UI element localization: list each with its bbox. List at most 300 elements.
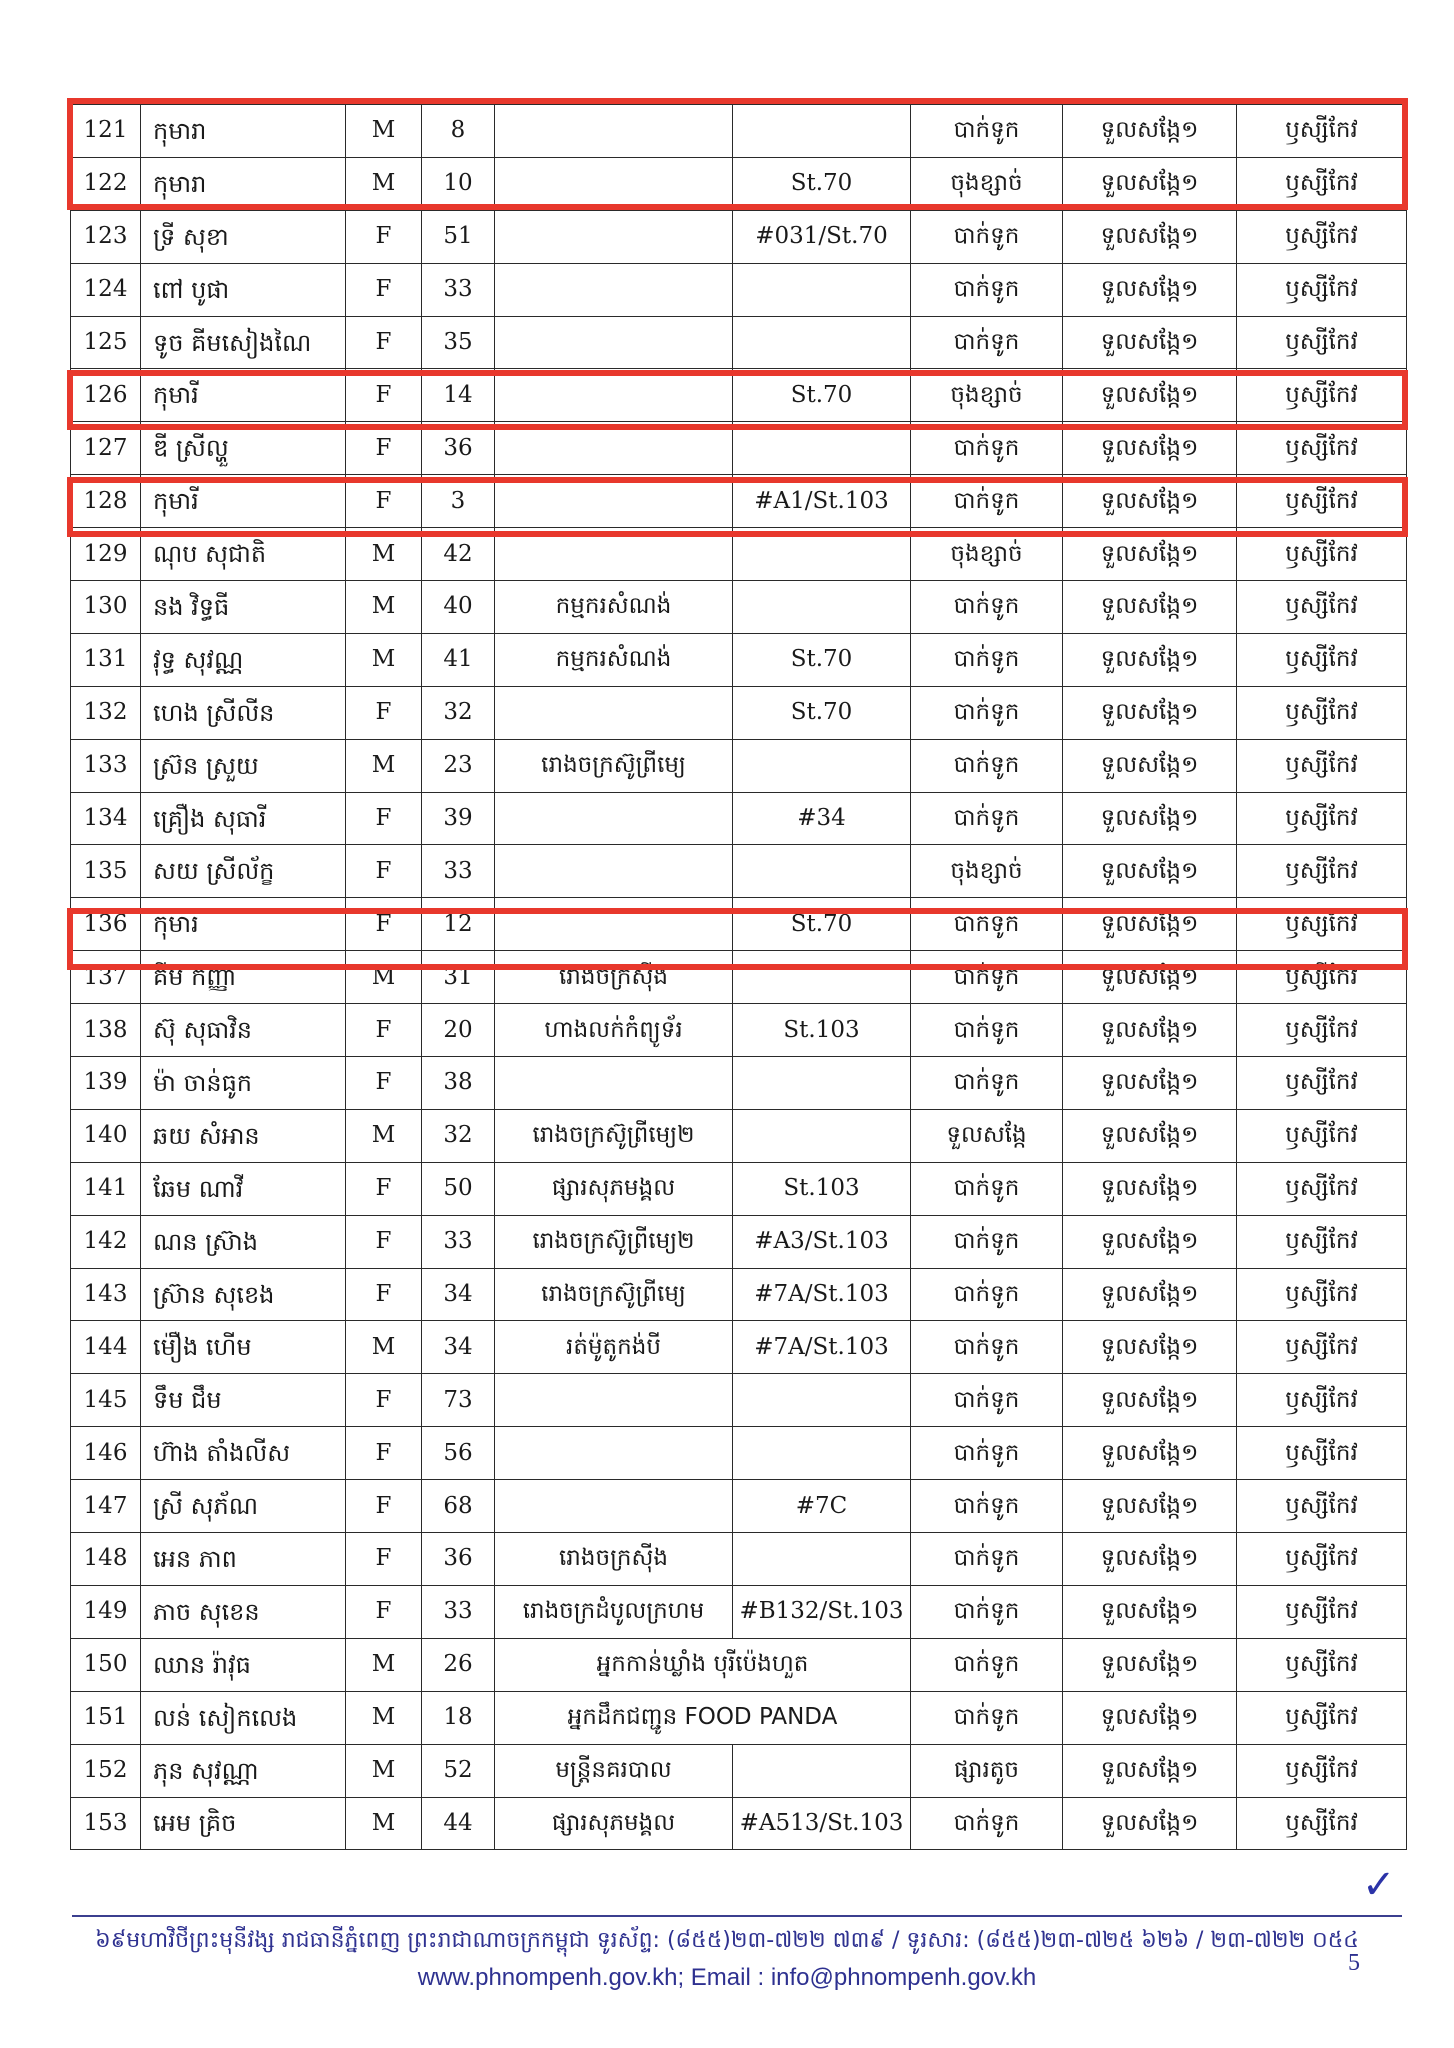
cell-number: 147 [71,1480,141,1533]
table-row [71,951,1407,1004]
cell-district: ឫស្សីកែវ [1237,369,1407,422]
cell-occupation [495,157,733,210]
cell-age: 26 [422,1638,495,1691]
cell-age: 68 [422,1480,495,1533]
footer-address-line: ៦៩មហាវិថីព្រះមុនីវង្ស រាជធានីភ្នំពេញ ព្រះរាជាណាចក្រកម្ពុជា ទូរស័ព្ទ: (៨៥៥)២៣-៧២២ ៧៣៩ / ទូរសារ: (៨៥៥)២៣-៧២៥ ៦២៦ / ២៣-៧២២ ០៥៤ [95,1928,1359,1953]
cell-address [733,739,911,792]
cell-occupation [495,898,733,951]
table-row [71,210,1407,263]
cell-number: 123 [71,210,141,263]
cell-number: 140 [71,1109,141,1162]
cell-age: 8 [422,105,495,158]
cell-commune: ទួលសង្កែ១ [1063,263,1237,316]
cell-sex: F [346,1533,422,1586]
cell-name: ឈាន រ៉ាវុធ [141,1638,346,1691]
cell-address: #34 [733,792,911,845]
cell-age: 51 [422,210,495,263]
cell-commune: ទួលសង្កែ១ [1063,951,1237,1004]
cell-district: ឫស្សីកែវ [1237,1321,1407,1374]
cell-commune: ទួលសង្កែ១ [1063,898,1237,951]
cell-name: កុមារី [141,898,346,951]
cell-address [733,1744,911,1797]
cell-number: 141 [71,1162,141,1215]
cell-commune: ទួលសង្កែ១ [1063,1109,1237,1162]
cell-name: កុមារី [141,475,346,528]
cell-number: 130 [71,581,141,634]
cell-village: ចុងខ្សាច់ [911,528,1063,581]
cell-occupation: រោងចក្រស៊ូព្រីម្យេ [495,739,733,792]
cell-commune: ទួលសង្កែ១ [1063,1215,1237,1268]
table-row [71,1638,1407,1691]
cell-district: ឫស្សីកែវ [1237,105,1407,158]
cell-commune: ទួលសង្កែ១ [1063,739,1237,792]
cell-number: 131 [71,633,141,686]
cell-age: 35 [422,316,495,369]
cell-village: បាក់ទូក [911,105,1063,158]
cell-name: លន់ សៀកលេង [141,1691,346,1744]
cell-occupation [495,316,733,369]
table-row [71,1004,1407,1057]
cell-district: ឫស្សីកែវ [1237,263,1407,316]
cell-sex: F [346,792,422,845]
cell-sex: F [346,1585,422,1638]
cell-commune: ទួលសង្កែ១ [1063,1585,1237,1638]
cell-village: បាក់ទូក [911,1533,1063,1586]
cell-name: ណុប សុជាតិ [141,528,346,581]
table-row [71,1585,1407,1638]
cell-village: បាក់ទូក [911,422,1063,475]
cell-age: 44 [422,1797,495,1850]
cell-village: ផ្សារតូច [911,1744,1063,1797]
cell-name: កុមារា [141,105,346,158]
cell-number: 134 [71,792,141,845]
cell-sex: M [346,581,422,634]
cell-sex: M [346,105,422,158]
cell-sex: F [346,1480,422,1533]
cell-village: បាក់ទូក [911,210,1063,263]
cell-address: #A3/St.103 [733,1215,911,1268]
cell-sex: M [346,739,422,792]
cell-number: 139 [71,1057,141,1110]
cell-number: 122 [71,157,141,210]
table-row [71,1427,1407,1480]
cell-commune: ទួលសង្កែ១ [1063,1533,1237,1586]
cell-name: អេម គ្រិច [141,1797,346,1850]
table-row [71,369,1407,422]
cell-village: ចុងខ្សាច់ [911,369,1063,422]
cell-district: ឫស្សីកែវ [1237,686,1407,739]
cell-district: ឫស្សីកែវ [1237,898,1407,951]
cell-age: 39 [422,792,495,845]
cell-sex: M [346,633,422,686]
cell-occupation: រោងចក្រស៊ូព្រីម្យេ២ [495,1109,733,1162]
cell-commune: ទួលសង្កែ១ [1063,157,1237,210]
cell-address [733,528,911,581]
cell-occupation [495,528,733,581]
cell-number: 146 [71,1427,141,1480]
cell-address: St.70 [733,898,911,951]
cell-age: 31 [422,951,495,1004]
cell-number: 144 [71,1321,141,1374]
cell-district: ឫស្សីកែវ [1237,633,1407,686]
cell-address [733,105,911,158]
cell-name: កុមារី [141,369,346,422]
cell-age: 50 [422,1162,495,1215]
table-row [71,739,1407,792]
cell-number: 150 [71,1638,141,1691]
cell-sex: M [346,1638,422,1691]
table-row [71,105,1407,158]
cell-commune: ទួលសង្កែ១ [1063,316,1237,369]
cell-name: ម៉ឿង ហើម [141,1321,346,1374]
cell-district: ឫស្សីកែវ [1237,528,1407,581]
cell-address [733,316,911,369]
cell-district: ឫស្សីកែវ [1237,1057,1407,1110]
cell-commune: ទួលសង្កែ១ [1063,1797,1237,1850]
cell-village: បាក់ទូក [911,1427,1063,1480]
cell-address: #7C [733,1480,911,1533]
cell-age: 52 [422,1744,495,1797]
cell-number: 148 [71,1533,141,1586]
cell-number: 125 [71,316,141,369]
cell-name: ទឹម ជឹម [141,1374,346,1427]
cell-district: ឫស្សីកែវ [1237,1744,1407,1797]
cell-sex: F [346,1268,422,1321]
cell-village: ចុងខ្សាច់ [911,157,1063,210]
cell-number: 152 [71,1744,141,1797]
cell-commune: ទួលសង្កែ១ [1063,210,1237,263]
cell-number: 127 [71,422,141,475]
cell-name: ទ្រី សុខា [141,210,346,263]
cell-sex: M [346,1321,422,1374]
cell-village: បាក់ទូក [911,475,1063,528]
cell-occupation: មន្ត្រីនគរបាល [495,1744,733,1797]
cell-village: បាក់ទូក [911,898,1063,951]
cell-village: បាក់ទូក [911,951,1063,1004]
cell-district: ឫស្សីកែវ [1237,845,1407,898]
cell-commune: ទួលសង្កែ១ [1063,581,1237,634]
cell-village: បាក់ទូក [911,1585,1063,1638]
cell-occupation: កម្មករសំណង់ [495,581,733,634]
cell-address: #031/St.70 [733,210,911,263]
cell-occupation [495,792,733,845]
cell-commune: ទួលសង្កែ១ [1063,369,1237,422]
cell-address [733,1533,911,1586]
cell-village: បាក់ទូក [911,1162,1063,1215]
cell-commune: ទួលសង្កែ១ [1063,105,1237,158]
cell-district: ឫស្សីកែវ [1237,1797,1407,1850]
cell-age: 40 [422,581,495,634]
cell-address: #7A/St.103 [733,1321,911,1374]
cell-occupation [495,1427,733,1480]
cell-village: បាក់ទូក [911,739,1063,792]
cell-commune: ទួលសង្កែ១ [1063,1691,1237,1744]
footer-divider [72,1915,1402,1917]
cell-village: បាក់ទូក [911,263,1063,316]
cell-age: 73 [422,1374,495,1427]
cell-address [733,845,911,898]
cell-age: 23 [422,739,495,792]
cell-name: ស្រ៊ាន សុខេង [141,1268,346,1321]
footer-web-line: www.phnompenh.gov.kh; Email : info@phnompenh.gov.kh [417,1964,1037,1991]
cell-number: 129 [71,528,141,581]
cell-commune: ទួលសង្កែ១ [1063,633,1237,686]
cell-occupation [495,1480,733,1533]
cell-commune: ទួលសង្កែ១ [1063,1744,1237,1797]
cell-sex: F [346,1162,422,1215]
cell-age: 18 [422,1691,495,1744]
cell-village: បាក់ទូក [911,1480,1063,1533]
cell-village: បាក់ទូក [911,1638,1063,1691]
cell-number: 133 [71,739,141,792]
cell-district: ឫស្សីកែវ [1237,316,1407,369]
cell-sex: F [346,1004,422,1057]
table-row [71,1480,1407,1533]
cell-occupation: រោងចក្រស៊ីង [495,951,733,1004]
cell-commune: ទួលសង្កែ១ [1063,475,1237,528]
cell-number: 126 [71,369,141,422]
cell-village: បាក់ទូក [911,316,1063,369]
cell-occupation [495,1374,733,1427]
cell-occupation: ផ្សារសុភមង្គល [495,1162,733,1215]
cell-address: St.103 [733,1004,911,1057]
cell-occupation: រត់ម៉ូតូកង់បី [495,1321,733,1374]
cell-sex: F [346,1215,422,1268]
table-row [71,316,1407,369]
cell-age: 34 [422,1321,495,1374]
cell-name: ម៉ា ចាន់ធូក [141,1057,346,1110]
cell-district: ឫស្សីកែវ [1237,1215,1407,1268]
cell-district: ឫស្សីកែវ [1237,1427,1407,1480]
cell-commune: ទួលសង្កែ១ [1063,1004,1237,1057]
cell-number: 142 [71,1215,141,1268]
cell-name: ស្រី សុភ័ណ [141,1480,346,1533]
cell-sex: M [346,157,422,210]
cell-district: ឫស្សីកែវ [1237,1162,1407,1215]
cell-number: 153 [71,1797,141,1850]
cell-address [733,1427,911,1480]
table-row [71,475,1407,528]
cell-age: 33 [422,1215,495,1268]
cell-district: ឫស្សីកែវ [1237,210,1407,263]
cell-name: ទូច គីមសៀងណៃ [141,316,346,369]
cell-age: 10 [422,157,495,210]
table-row [71,1691,1407,1744]
cell-district: ឫស្សីកែវ [1237,1109,1407,1162]
cell-sex: F [346,369,422,422]
cell-district: ឫស្សីកែវ [1237,1268,1407,1321]
cell-district: ឫស្សីកែវ [1237,422,1407,475]
cell-name: ស៊ុ សុធាវិន [141,1004,346,1057]
cell-village: បាក់ទូក [911,686,1063,739]
cell-commune: ទួលសង្កែ១ [1063,686,1237,739]
cell-address: St.70 [733,633,911,686]
cell-name: សយ ស្រីល័ក្ខ [141,845,346,898]
cell-village: បាក់ទូក [911,1691,1063,1744]
cell-sex: M [346,1691,422,1744]
cell-sex: F [346,1374,422,1427]
cell-age: 36 [422,1533,495,1586]
cell-address [733,581,911,634]
cell-number: 149 [71,1585,141,1638]
cell-number: 121 [71,105,141,158]
cell-number: 138 [71,1004,141,1057]
cell-occupation [495,686,733,739]
cell-address: #A1/St.103 [733,475,911,528]
cell-village: បាក់ទូក [911,1797,1063,1850]
cell-commune: ទួលសង្កែ១ [1063,1321,1237,1374]
check-mark-icon: ✓ [1362,1862,1396,1908]
cell-village: បាក់ទូក [911,1321,1063,1374]
cell-village: បាក់ទូក [911,1268,1063,1321]
cell-village: ទួលសង្កែ [911,1109,1063,1162]
cell-address: St.70 [733,157,911,210]
cell-occupation: រោងចក្រស៊ីង [495,1533,733,1586]
cell-name: ភុន សុវណ្ណា [141,1744,346,1797]
cell-age: 14 [422,369,495,422]
cell-address: St.103 [733,1162,911,1215]
cell-district: ឫស្សីកែវ [1237,792,1407,845]
cell-village: បាក់ទូក [911,1057,1063,1110]
table-row [71,1268,1407,1321]
cell-village: បាក់ទូក [911,792,1063,845]
cell-address [733,1374,911,1427]
page-number: 5 [1348,1950,1360,1976]
cell-district: ឫស្សីកែវ [1237,1374,1407,1427]
cell-occupation [495,263,733,316]
table-row [71,1057,1407,1110]
cell-name: ស្រ៊ន ស្រួយ [141,739,346,792]
cell-age: 38 [422,1057,495,1110]
cell-number: 151 [71,1691,141,1744]
cell-occupation [495,475,733,528]
cell-occupation: រោងចក្រដំបូលក្រហម [495,1585,733,1638]
cell-occupation [495,1057,733,1110]
cell-name: ឆយ សំអាន [141,1109,346,1162]
cell-district: ឫស្សីកែវ [1237,581,1407,634]
cell-name: កុមារា [141,157,346,210]
cell-district: ឫស្សីកែវ [1237,951,1407,1004]
cell-sex: F [346,845,422,898]
cell-sex: F [346,1057,422,1110]
cell-address [733,1057,911,1110]
cell-occupation: ផ្សារសុភមង្គល [495,1797,733,1850]
cell-occupation [495,422,733,475]
cell-district: ឫស្សីកែវ [1237,475,1407,528]
cell-name: ហ៊ាង តាំងលីស [141,1427,346,1480]
cell-age: 12 [422,898,495,951]
cell-district: ឫស្សីកែវ [1237,1004,1407,1057]
cell-address [733,422,911,475]
cell-occupation [495,845,733,898]
roster-table [70,104,1407,1850]
cell-age: 36 [422,422,495,475]
cell-sex: F [346,686,422,739]
cell-number: 136 [71,898,141,951]
cell-age: 32 [422,1109,495,1162]
cell-village: បាក់ទូក [911,1215,1063,1268]
table-row [71,898,1407,951]
cell-district: ឫស្សីកែវ [1237,157,1407,210]
cell-commune: ទួលសង្កែ១ [1063,422,1237,475]
cell-address [733,951,911,1004]
cell-sex: F [346,316,422,369]
cell-commune: ទួលសង្កែ១ [1063,845,1237,898]
cell-number: 135 [71,845,141,898]
cell-number: 145 [71,1374,141,1427]
cell-age: 3 [422,475,495,528]
cell-district: ឫស្សីកែវ [1237,1480,1407,1533]
cell-commune: ទួលសង្កែ១ [1063,1268,1237,1321]
cell-sex: M [346,1797,422,1850]
cell-village: បាក់ទូក [911,633,1063,686]
cell-address: St.70 [733,686,911,739]
table-row [71,1321,1407,1374]
cell-age: 34 [422,1268,495,1321]
cell-name: ណន ស្រ៊ាង [141,1215,346,1268]
table-row [71,1797,1407,1850]
cell-number: 124 [71,263,141,316]
table-row [71,263,1407,316]
cell-village: បាក់ទូក [911,1004,1063,1057]
cell-sex: M [346,1109,422,1162]
table-row [71,633,1407,686]
cell-age: 42 [422,528,495,581]
cell-occupation: អ្នកដឹកជញ្ជូន FOOD PANDA [495,1691,911,1744]
cell-commune: ទួលសង្កែ១ [1063,1057,1237,1110]
cell-district: ឫស្សីកែវ [1237,1638,1407,1691]
cell-occupation: រោងចក្រស៊ូព្រីម្យេ [495,1268,733,1321]
cell-address: St.70 [733,369,911,422]
cell-sex: F [346,898,422,951]
cell-address [733,263,911,316]
table-row [71,1162,1407,1215]
cell-name: ឆែម ណាវី [141,1162,346,1215]
cell-occupation: កម្មករសំណង់ [495,633,733,686]
cell-sex: M [346,528,422,581]
cell-commune: ទួលសង្កែ១ [1063,1480,1237,1533]
cell-address [733,1109,911,1162]
cell-commune: ទួលសង្កែ១ [1063,792,1237,845]
cell-age: 56 [422,1427,495,1480]
cell-address: #A513/St.103 [733,1797,911,1850]
cell-district: ឫស្សីកែវ [1237,1585,1407,1638]
cell-name: ពៅ បូផា [141,263,346,316]
cell-commune: ទួលសង្កែ១ [1063,528,1237,581]
cell-occupation [495,369,733,422]
cell-village: ចុងខ្សាច់ [911,845,1063,898]
cell-name: វុទ្ធ សុវណ្ណ [141,633,346,686]
table-row [71,686,1407,739]
cell-name: ឌី ស្រីល្ហួ [141,422,346,475]
cell-age: 33 [422,263,495,316]
cell-commune: ទួលសង្កែ១ [1063,1374,1237,1427]
table-row [71,157,1407,210]
cell-occupation [495,105,733,158]
cell-sex: M [346,1744,422,1797]
cell-number: 137 [71,951,141,1004]
cell-sex: F [346,422,422,475]
cell-sex: F [346,263,422,316]
cell-age: 33 [422,1585,495,1638]
cell-occupation: ហាងលក់កំព្យូទ័រ [495,1004,733,1057]
table-row [71,581,1407,634]
cell-address: #B132/St.103 [733,1585,911,1638]
cell-commune: ទួលសង្កែ១ [1063,1162,1237,1215]
table-row [71,1744,1407,1797]
cell-address: #7A/St.103 [733,1268,911,1321]
table-row [71,1109,1407,1162]
